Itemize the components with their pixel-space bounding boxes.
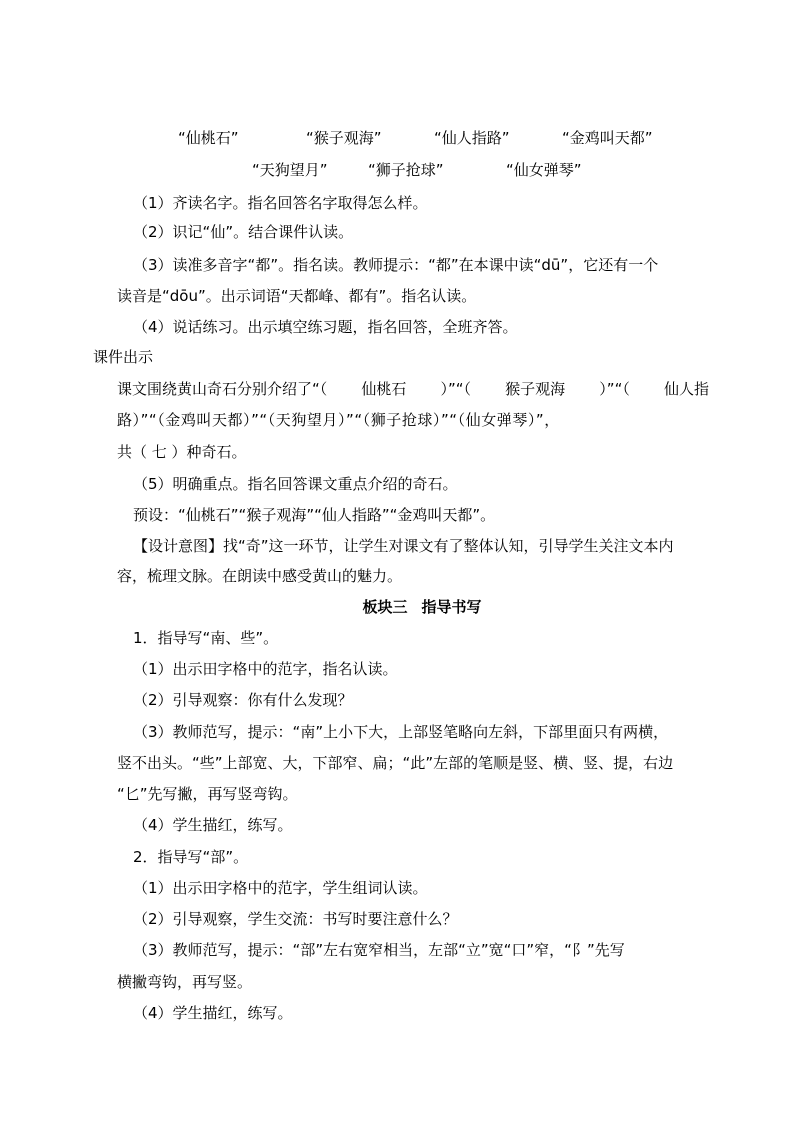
step-4: （4）说话练习。出示填空练习题，指名回答，全班齐答。 (133, 318, 518, 336)
write-1-step-2: （2）引导观察：你有什么发现？ (133, 691, 353, 709)
stone-name: “天狗望月” (252, 161, 328, 179)
exercise-text: ）”“（ (440, 380, 472, 398)
exercise-line-2: 路）”“（金鸡叫天都）”“（天狗望月）”“（狮子抢球）”“（仙女弹琴）”， (117, 411, 560, 429)
write-1-step-4: （4）学生描红，练写。 (133, 816, 293, 834)
write-2-step-1: （1）出示田字格中的范字，学生组词认读。 (133, 879, 428, 897)
exercise-line-1 (117, 379, 709, 399)
stone-name: “仙桃石” (178, 129, 239, 147)
stone-name: “狮子抢球” (368, 161, 444, 179)
courseware-label: 课件出示 (93, 348, 154, 366)
exercise-answer: 仙桃石 (361, 380, 407, 398)
design-intent-line-2: 容，梳理文脉。在朗读中感受黄山的魅力。 (117, 567, 403, 585)
design-intent-line-1: 【设计意图】找“奇”这一环节，让学生对课文有了整体认知，引导学生关注文本内 (133, 537, 674, 555)
step-1: （1）齐读名字。指名回答名字取得怎么样。 (133, 194, 428, 212)
step-2: （2）识记“仙”。结合课件认读。 (133, 223, 354, 241)
step-3-line-1: （3）读准多音字“都”。指名读。教师提示：“都”在本课中读“dū”，它还有一个 (133, 256, 659, 274)
exercise-answer: 猴子观海 (505, 380, 566, 398)
write-1-step-3-line-2: 竖不出头。“些”上部宽、大，下部窄、扁；“此”左部的笔顺是竖、横、竖、提，右边 (117, 754, 674, 772)
stone-name: “猴子观海” (306, 129, 382, 147)
exercise-text: ）”“（ (599, 380, 630, 398)
write-2-step-2: （2）引导观察，学生交流：书写时要注意什么？ (133, 910, 458, 928)
stone-name: “仙女弹琴” (506, 161, 582, 179)
step-5: （5）明确重点。指名回答课文重点介绍的奇石。 (133, 475, 458, 493)
write-1-title: 1．指导写“南、些”。 (133, 629, 279, 647)
preset-answer: 预设：“仙桃石”“猴子观海”“仙人指路”“金鸡叫天都”。 (133, 506, 496, 524)
section-part: 板块三 (362, 598, 408, 616)
exercise-line-3: 共（ 七 ）种奇石。 (117, 443, 247, 461)
write-2-step-3-line-2: 横撇弯钩，再写竖。 (117, 973, 253, 991)
write-1-step-3-line-3: “匕”先写撇，再写竖弯钩。 (117, 785, 298, 803)
write-1-step-3-line-1: （3）教师范写，提示：“南”上小下大，上部竖笔略向左斜，下部里面只有两横， (133, 723, 669, 741)
section-heading (0, 597, 794, 617)
write-2-title: 2．指导写“部”。 (133, 848, 249, 866)
write-2-step-4: （4）学生描红，练写。 (133, 1004, 293, 1022)
exercise-text: 课文围绕黄山奇石分别介绍了“（ (117, 380, 328, 398)
step-3-line-2: 读音是“dōu”。出示词语“天都峰、都有”。指名认读。 (117, 287, 477, 305)
exercise-answer: 仙人指 (663, 380, 709, 398)
write-1-step-1: （1）出示田字格中的范字，指名认读。 (133, 660, 398, 678)
write-2-step-3-line-1: （3）教师范写，提示：“部”左右宽窄相当，左部“立”宽“口”窄，“阝”先写 (133, 941, 625, 959)
stone-name: “仙人指路” (434, 129, 510, 147)
stone-name: “金鸡叫天都” (562, 129, 653, 147)
section-title: 指导书写 (421, 598, 482, 616)
